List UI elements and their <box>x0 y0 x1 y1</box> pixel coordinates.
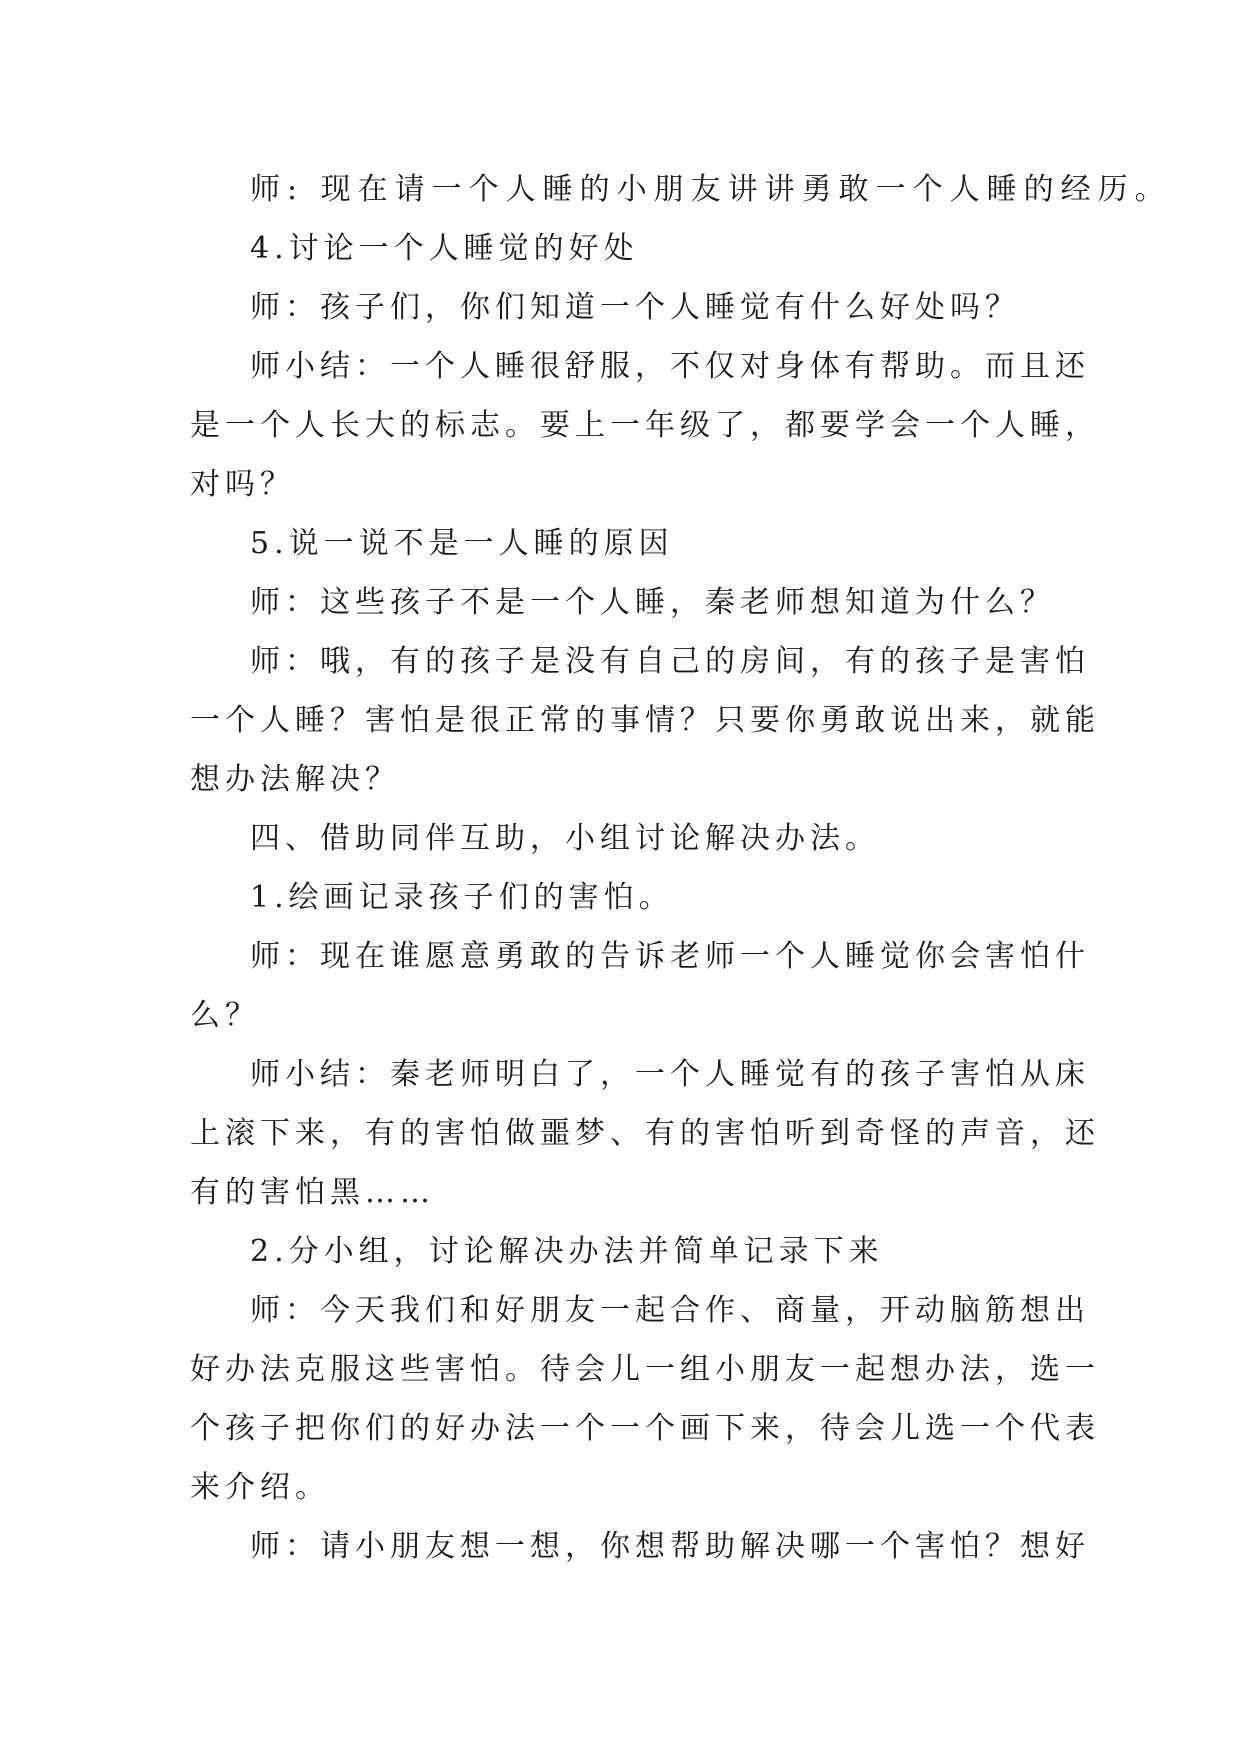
paragraph-line: 上滚下来，有的害怕做噩梦、有的害怕听到奇怪的声音，还 <box>190 1116 1100 1151</box>
document-body <box>190 160 1172 1576</box>
paragraph-line: 师小结：秦老师明白了，一个人睡觉有的孩子害怕从床 <box>250 1057 1090 1092</box>
paragraph-line: 来介绍。 <box>190 1470 330 1505</box>
section-heading: 1.绘画记录孩子们的害怕。 <box>250 880 674 915</box>
section-heading: 5.说一说不是一人睡的原因 <box>250 526 674 561</box>
paragraph-line: 一个人睡？害怕是很正常的事情？只要你勇敢说出来，就能 <box>190 703 1100 738</box>
paragraph-line: 个孩子把你们的好办法一个一个画下来，待会儿选一个代表 <box>190 1411 1100 1446</box>
paragraph-line: 师小结：一个人睡很舒服，不仅对身体有帮助。而且还 <box>250 349 1090 384</box>
section-heading: 四、借助同伴互助，小组讨论解决办法。 <box>250 821 880 856</box>
section-heading: 2.分小组，讨论解决办法并简单记录下来 <box>250 1234 884 1269</box>
section-heading: 4.讨论一个人睡觉的好处 <box>250 231 639 266</box>
paragraph-line: 是一个人长大的标志。要上一年级了，都要学会一个人睡， <box>190 408 1100 443</box>
paragraph-line: 师：请小朋友想一想，你想帮助解决哪一个害怕？想好 <box>250 1529 1090 1564</box>
paragraph-line: 想办法解决？ <box>190 762 400 797</box>
paragraph-line: 师: 现在请一个人睡的小朋友讲讲勇敢一个人睡的经历。 <box>250 172 1172 207</box>
paragraph-line: 有的害怕黑…… <box>190 1175 435 1210</box>
paragraph-line: 师：今天我们和好朋友一起合作、商量，开动脑筋想出 <box>250 1293 1090 1328</box>
paragraph-line: 师：孩子们，你们知道一个人睡觉有什么好处吗？ <box>250 290 1020 325</box>
paragraph-line: 对吗？ <box>190 467 295 502</box>
paragraph-line: 好办法克服这些害怕。待会儿一组小朋友一起想办法，选一 <box>190 1352 1100 1387</box>
paragraph-line: 么？ <box>190 998 260 1033</box>
paragraph-line: 师：现在谁愿意勇敢的告诉老师一个人睡觉你会害怕什 <box>250 939 1090 974</box>
paragraph-line: 师：哦，有的孩子是没有自己的房间，有的孩子是害怕 <box>250 644 1090 679</box>
paragraph-line: 师：这些孩子不是一个人睡，秦老师想知道为什么？ <box>250 585 1055 620</box>
